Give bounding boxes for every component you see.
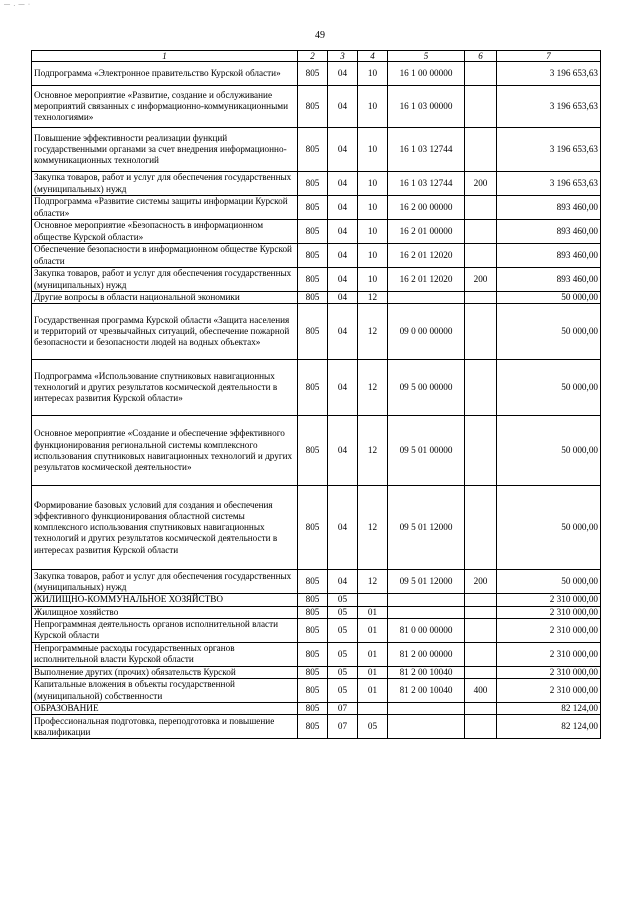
cell-expense-type: 200 [465, 268, 497, 292]
cell-target-article: 16 2 01 12020 [388, 268, 465, 292]
cell-amount: 82 124,00 [497, 703, 601, 715]
header-col-7: 7 [497, 51, 601, 62]
cell-name: Подпрограмма «Электронное правительство Курской области» [32, 62, 298, 86]
cell-podrazdel: 01 [358, 618, 388, 642]
table-row [32, 128, 601, 172]
column-number-header-row [32, 51, 601, 62]
cell-name: Подпрограмма «Использование спутниковых навигационных технологий и других результатов космической деятельности в интересах развития Курской области» [32, 360, 298, 416]
cell-glava: 805 [298, 360, 328, 416]
table-body [32, 62, 601, 739]
cell-target-article: 16 1 00 00000 [388, 62, 465, 86]
cell-razdel: 04 [328, 196, 358, 220]
cell-expense-type: 200 [465, 570, 497, 594]
header-col-5: 5 [388, 51, 465, 62]
table-row [32, 416, 601, 486]
cell-target-article [388, 715, 465, 739]
cell-razdel: 04 [328, 220, 358, 244]
cell-amount: 50 000,00 [497, 360, 601, 416]
cell-razdel: 04 [328, 244, 358, 268]
cell-podrazdel: 01 [358, 606, 388, 618]
cell-amount: 3 196 653,63 [497, 172, 601, 196]
cell-amount: 82 124,00 [497, 715, 601, 739]
cell-expense-type [465, 618, 497, 642]
cell-target-article: 09 5 01 12000 [388, 486, 465, 570]
table-row [32, 594, 601, 606]
cell-target-article [388, 606, 465, 618]
cell-glava: 805 [298, 292, 328, 304]
cell-expense-type [465, 220, 497, 244]
cell-podrazdel: 12 [358, 570, 388, 594]
cell-name: Закупка товаров, работ и услуг для обеспечения государственных (муниципальных) нужд [32, 268, 298, 292]
cell-glava: 805 [298, 570, 328, 594]
cell-glava: 805 [298, 86, 328, 128]
cell-razdel: 05 [328, 642, 358, 666]
cell-amount: 2 310 000,00 [497, 666, 601, 678]
cell-name: Закупка товаров, работ и услуг для обеспечения государственных (муниципальных) нужд [32, 570, 298, 594]
cell-glava: 805 [298, 715, 328, 739]
cell-razdel: 04 [328, 172, 358, 196]
table-row [32, 220, 601, 244]
cell-name: ОБРАЗОВАНИЕ [32, 703, 298, 715]
cell-expense-type [465, 486, 497, 570]
cell-name: ЖИЛИЩНО-КОММУНАЛЬНОЕ ХОЗЯЙСТВО [32, 594, 298, 606]
cell-expense-type: 400 [465, 679, 497, 703]
table-row [32, 703, 601, 715]
cell-target-article: 09 5 00 00000 [388, 360, 465, 416]
table-row [32, 570, 601, 594]
cell-name: Непрограммные расходы государственных органов исполнительной власти Курской области [32, 642, 298, 666]
cell-name: Формирование базовых условий для создания и обеспечения эффективного функционирования областной системы комплексного использования спутниковых навигационных технологий и других результатов космической деятельности в интересах развития Курской области [32, 486, 298, 570]
cell-podrazdel: 10 [358, 172, 388, 196]
cell-amount: 50 000,00 [497, 486, 601, 570]
cell-glava: 805 [298, 679, 328, 703]
cell-amount: 893 460,00 [497, 196, 601, 220]
cell-glava: 805 [298, 244, 328, 268]
cell-expense-type [465, 360, 497, 416]
table-row [32, 679, 601, 703]
cell-target-article [388, 703, 465, 715]
cell-amount: 2 310 000,00 [497, 679, 601, 703]
cell-name: Подпрограмма «Развитие системы защиты информации Курской области» [32, 196, 298, 220]
cell-glava: 805 [298, 128, 328, 172]
table-row [32, 244, 601, 268]
cell-target-article: 16 2 00 00000 [388, 196, 465, 220]
cell-glava: 805 [298, 196, 328, 220]
cell-podrazdel: 12 [358, 360, 388, 416]
cell-name: Основное мероприятие «Развитие, создание и обслуживание мероприятий связанных с информационно-коммуникационными технологиями» [32, 86, 298, 128]
cell-podrazdel [358, 703, 388, 715]
cell-amount: 50 000,00 [497, 292, 601, 304]
cell-podrazdel: 10 [358, 196, 388, 220]
page-number: 49 [315, 30, 325, 41]
header-col-3: 3 [328, 51, 358, 62]
cell-podrazdel: 10 [358, 244, 388, 268]
cell-name: Повышение эффективности реализации функций государственными органами за счет внедрения информационно-коммуникационных технологий [32, 128, 298, 172]
cell-amount: 3 196 653,63 [497, 86, 601, 128]
table-row [32, 62, 601, 86]
table-row [32, 486, 601, 570]
cell-amount: 893 460,00 [497, 244, 601, 268]
cell-razdel: 04 [328, 292, 358, 304]
table-row [32, 606, 601, 618]
cell-razdel: 07 [328, 715, 358, 739]
cell-expense-type [465, 594, 497, 606]
cell-amount: 893 460,00 [497, 220, 601, 244]
cell-podrazdel: 01 [358, 666, 388, 678]
cell-name: Обеспечение безопасности в информационном обществе Курской области [32, 244, 298, 268]
cell-amount: 50 000,00 [497, 416, 601, 486]
cell-target-article [388, 292, 465, 304]
table-row [32, 172, 601, 196]
cell-amount: 50 000,00 [497, 304, 601, 360]
cell-podrazdel: 12 [358, 486, 388, 570]
cell-glava: 805 [298, 62, 328, 86]
cell-podrazdel: 10 [358, 62, 388, 86]
cell-podrazdel: 10 [358, 86, 388, 128]
cell-podrazdel: 01 [358, 679, 388, 703]
cell-expense-type [465, 128, 497, 172]
cell-target-article: 81 0 00 00000 [388, 618, 465, 642]
cell-podrazdel: 10 [358, 128, 388, 172]
cell-glava: 805 [298, 594, 328, 606]
cell-target-article: 81 2 00 10040 [388, 679, 465, 703]
cell-expense-type [465, 715, 497, 739]
cell-razdel: 04 [328, 304, 358, 360]
table-row [32, 715, 601, 739]
cell-razdel: 04 [328, 86, 358, 128]
table-row [32, 196, 601, 220]
cell-target-article: 81 2 00 10040 [388, 666, 465, 678]
scan-corner-mark: — . — · [4, 2, 31, 8]
cell-target-article [388, 594, 465, 606]
cell-target-article: 09 5 01 12000 [388, 570, 465, 594]
cell-razdel: 05 [328, 679, 358, 703]
table-row [32, 618, 601, 642]
cell-amount: 893 460,00 [497, 268, 601, 292]
cell-amount: 2 310 000,00 [497, 594, 601, 606]
cell-razdel: 04 [328, 486, 358, 570]
cell-expense-type [465, 416, 497, 486]
cell-target-article: 09 5 01 00000 [388, 416, 465, 486]
cell-razdel: 05 [328, 618, 358, 642]
table-row [32, 666, 601, 678]
cell-name: Профессиональная подготовка, переподготовка и повышение квалификации [32, 715, 298, 739]
cell-name: Капитальные вложения в объекты государственной (муниципальной) собственности [32, 679, 298, 703]
cell-podrazdel [358, 594, 388, 606]
cell-expense-type [465, 642, 497, 666]
cell-razdel: 04 [328, 62, 358, 86]
cell-amount: 2 310 000,00 [497, 618, 601, 642]
cell-name: Другие вопросы в области национальной экономики [32, 292, 298, 304]
cell-podrazdel: 12 [358, 292, 388, 304]
budget-table [31, 50, 601, 739]
cell-glava: 805 [298, 606, 328, 618]
table-row [32, 292, 601, 304]
header-col-4: 4 [358, 51, 388, 62]
cell-target-article: 09 0 00 00000 [388, 304, 465, 360]
cell-expense-type [465, 292, 497, 304]
cell-name: Жилищное хозяйство [32, 606, 298, 618]
cell-glava: 805 [298, 268, 328, 292]
cell-podrazdel: 05 [358, 715, 388, 739]
cell-target-article: 16 1 03 00000 [388, 86, 465, 128]
cell-razdel: 04 [328, 268, 358, 292]
cell-name: Закупка товаров, работ и услуг для обеспечения государственных (муниципальных) нужд [32, 172, 298, 196]
cell-expense-type [465, 606, 497, 618]
cell-target-article: 16 2 01 00000 [388, 220, 465, 244]
cell-expense-type [465, 244, 497, 268]
cell-amount: 3 196 653,63 [497, 62, 601, 86]
table-row [32, 360, 601, 416]
cell-razdel: 04 [328, 360, 358, 416]
cell-name: Государственная программа Курской области «Защита населения и территорий от чрезвычайных ситуаций, обеспечение пожарной безопасности и безопасности людей на водных объектах» [32, 304, 298, 360]
cell-amount: 50 000,00 [497, 570, 601, 594]
cell-podrazdel: 12 [358, 304, 388, 360]
cell-razdel: 05 [328, 594, 358, 606]
cell-expense-type [465, 196, 497, 220]
cell-target-article: 16 1 03 12744 [388, 172, 465, 196]
header-col-1: 1 [32, 51, 298, 62]
table-row [32, 642, 601, 666]
cell-expense-type [465, 304, 497, 360]
cell-razdel: 04 [328, 570, 358, 594]
header-col-2: 2 [298, 51, 328, 62]
cell-glava: 805 [298, 220, 328, 244]
cell-razdel: 04 [328, 416, 358, 486]
cell-razdel: 04 [328, 128, 358, 172]
cell-glava: 805 [298, 703, 328, 715]
cell-razdel: 05 [328, 666, 358, 678]
cell-podrazdel: 10 [358, 268, 388, 292]
cell-name: Непрограммная деятельность органов исполнительной власти Курской области [32, 618, 298, 642]
cell-glava: 805 [298, 172, 328, 196]
cell-podrazdel: 10 [358, 220, 388, 244]
cell-glava: 805 [298, 486, 328, 570]
cell-glava: 805 [298, 642, 328, 666]
cell-podrazdel: 01 [358, 642, 388, 666]
cell-expense-type [465, 62, 497, 86]
cell-name: Выполнение других (прочих) обязательств Курской [32, 666, 298, 678]
cell-expense-type [465, 703, 497, 715]
cell-amount: 2 310 000,00 [497, 606, 601, 618]
cell-name: Основное мероприятие «Создание и обеспечение эффективного функционирования региональной системы комплексного использования спутниковых навигационных технологий и других результатов космической деятельности» [32, 416, 298, 486]
cell-podrazdel: 12 [358, 416, 388, 486]
cell-target-article: 16 1 03 12744 [388, 128, 465, 172]
table-row [32, 268, 601, 292]
cell-glava: 805 [298, 666, 328, 678]
cell-razdel: 07 [328, 703, 358, 715]
cell-razdel: 05 [328, 606, 358, 618]
cell-glava: 805 [298, 618, 328, 642]
cell-glava: 805 [298, 416, 328, 486]
cell-amount: 3 196 653,63 [497, 128, 601, 172]
cell-target-article: 16 2 01 12020 [388, 244, 465, 268]
cell-glava: 805 [298, 304, 328, 360]
table-row [32, 86, 601, 128]
cell-expense-type [465, 86, 497, 128]
cell-target-article: 81 2 00 00000 [388, 642, 465, 666]
cell-amount: 2 310 000,00 [497, 642, 601, 666]
header-col-6: 6 [465, 51, 497, 62]
cell-name: Основное мероприятие «Безопасность в информационном обществе Курской области» [32, 220, 298, 244]
table-row [32, 304, 601, 360]
cell-expense-type: 200 [465, 172, 497, 196]
cell-expense-type [465, 666, 497, 678]
